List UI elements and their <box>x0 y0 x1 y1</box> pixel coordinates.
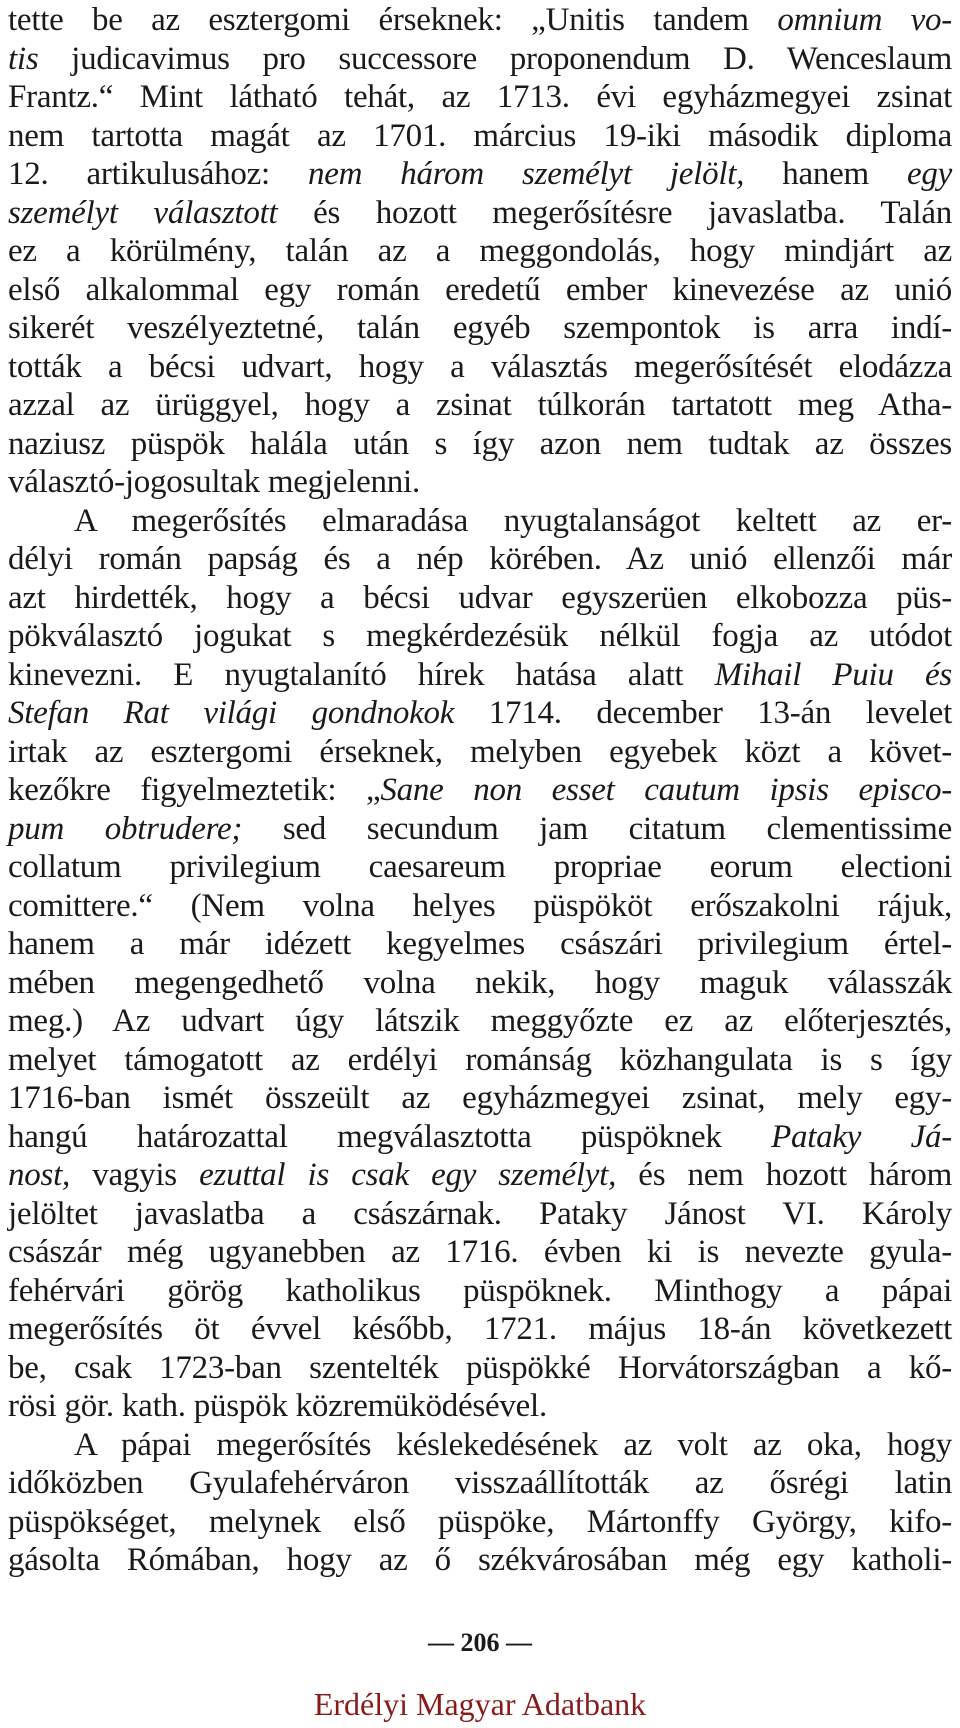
text-segment: gásolta Rómában, hogy az ő székvárosában még egy katholi- <box>8 1542 952 1578</box>
watermark: Erdélyi Magyar Adatbank <box>313 1686 647 1722</box>
text-segment: nem tartotta magát az 1701. március 19-iki második diploma <box>8 117 952 154</box>
text-line <box>8 1119 952 1155</box>
text-segment: azt hirdették, hogy a bécsi udvar egyszerüen elkobozza püs- <box>8 579 952 616</box>
text-line <box>8 580 952 616</box>
text-line <box>8 541 952 577</box>
italic-text: pum obtrudere; <box>8 810 243 847</box>
italic-text: Mihail Puiu és <box>714 656 952 693</box>
text-line <box>74 503 952 539</box>
text-segment: naziusz püspök halála után s így azon nem tudtak az összes <box>8 425 952 462</box>
text-segment: és nem hozott három <box>616 1157 952 1193</box>
text-segment: sed secundum jam citatum clementissime <box>242 810 952 847</box>
text-line <box>8 1504 952 1540</box>
text-line <box>8 387 952 423</box>
italic-text: ezuttal is csak egy személyt, <box>199 1157 617 1193</box>
text-line <box>8 1465 952 1501</box>
text-segment: jelöltet javaslatba a császárnak. Pataky Jánost VI. Károly <box>8 1195 952 1232</box>
text-line <box>8 464 952 500</box>
italic-text: Stefan Rat világi gondnokok <box>8 695 455 731</box>
text-segment: püspökséget, melynek első püspöke, Mártonffy György, kifo- <box>8 1503 952 1540</box>
text-segment: mében megengedhető volna nekik, hogy maguk válasszák <box>8 964 952 1001</box>
text-line <box>8 1003 952 1039</box>
text-segment: első alkalommal egy román eredetű ember kinevezése az unió <box>8 271 952 308</box>
text-line <box>8 1042 952 1078</box>
text-line <box>8 1388 952 1424</box>
italic-text: omnium vo- <box>777 2 952 38</box>
text-segment: collatum privilegium caesareum propriae eorum electioni <box>8 849 952 885</box>
text-segment: A pápai megerősítés késlekedésének az volt az oka, hogy <box>74 1426 952 1463</box>
text-segment: irtak az esztergomi érseknek, melyben egyebek közt a követ- <box>8 733 952 770</box>
italic-text: egy <box>906 156 952 192</box>
italic-text: tis <box>8 40 39 77</box>
text-segment: melyet támogatott az erdélyi románság közhangulata is s így <box>8 1041 952 1078</box>
text-segment: meg.) Az udvart úgy látszik meggyőzte ez az előterjesztés, <box>8 1003 952 1039</box>
text-segment: kinevezni. E nyugtalanító hírek hatása alatt <box>8 656 715 693</box>
text-line <box>8 734 952 770</box>
text-line <box>8 888 952 924</box>
text-line <box>8 657 952 693</box>
italic-text: nem három személyt jelölt, <box>308 156 745 192</box>
text-line <box>8 849 952 885</box>
text-line <box>8 426 952 462</box>
text-line <box>8 272 952 308</box>
text-segment: 1714. december 13-án levelet <box>454 695 953 731</box>
text-segment: vagyis <box>70 1157 200 1193</box>
text-segment: császár még ugyanebben az 1716. évben ki is nevezte gyula- <box>8 1234 952 1270</box>
italic-text: Sane non esset cautum ipsis episco- <box>380 772 952 808</box>
text-segment: tette be az esztergomi érseknek: „Unitis tandem <box>8 2 778 38</box>
text-line <box>8 926 952 962</box>
text-line <box>8 1542 952 1578</box>
text-line <box>8 2 952 38</box>
text-segment: hanem a már idézett kegyelmes császári privilegium értel- <box>8 926 952 962</box>
text-segment: pökválasztó jogukat s megkérdezésük nélkül fogja az utódot <box>8 618 952 654</box>
text-line <box>8 1196 952 1232</box>
text-line <box>8 310 952 346</box>
text-segment: A megerősítés elmaradása nyugtalanságot keltett az er- <box>74 502 952 539</box>
text-segment: sikerét veszélyeztetné, talán egyéb szempontok is arra indí- <box>8 310 952 346</box>
text-line <box>8 618 952 654</box>
text-line <box>8 965 952 1001</box>
text-line <box>8 811 952 847</box>
text-segment: be, csak 1723-ban szentelték püspökké Horvátországban a kő- <box>8 1349 952 1386</box>
text-line <box>8 1273 952 1309</box>
text-segment: hanem <box>744 156 907 192</box>
text-line <box>8 1311 952 1347</box>
text-line <box>8 79 952 115</box>
text-line <box>8 695 952 731</box>
text-line <box>8 41 952 77</box>
text-segment: megerősítés öt évvel később, 1721. május 18-án következett <box>8 1311 952 1347</box>
text-line <box>8 195 952 231</box>
text-segment: és hozott megerősítésre javaslatba. Talán <box>277 194 952 231</box>
text-segment: Frantz.“ Mint látható tehát, az 1713. évi egyházmegyei zsinat <box>8 79 952 115</box>
text-line <box>8 1350 952 1386</box>
italic-text: Pataky Já- <box>771 1118 952 1155</box>
text-line <box>8 156 952 192</box>
text-line <box>74 1427 952 1463</box>
text-line <box>8 233 952 269</box>
text-segment: azzal az ürüggyel, hogy a zsinat túlkorán tartatott meg Atha- <box>8 387 952 423</box>
text-segment: judicavimus pro successore proponendum D. Wenceslaum <box>38 40 952 77</box>
text-line <box>8 1157 952 1193</box>
text-segment: időközben Gyulafehérváron visszaállították az ősrégi latin <box>8 1465 952 1501</box>
text-segment: comittere.“ (Nem volna helyes püspököt erőszakolni rájuk, <box>8 887 952 924</box>
text-line <box>8 1234 952 1270</box>
text-line <box>8 772 952 808</box>
italic-text: nost, <box>8 1157 71 1193</box>
text-segment: kezőkre figyelmeztetik: „ <box>8 772 381 808</box>
text-segment: rösi gör. kath. püspök közremüködésével. <box>8 1388 547 1424</box>
italic-text: személyt választott <box>8 194 278 231</box>
text-line <box>8 349 952 385</box>
text-segment: 12. artikulusához: <box>8 156 309 192</box>
page-number: — 206 — <box>428 1628 532 1657</box>
text-line <box>8 118 952 154</box>
text-segment: hangú határozattal megválasztotta püspöknek <box>8 1118 772 1155</box>
text-segment: 1716-ban ismét összeült az egyházmegyei zsinat, mely egy- <box>8 1080 952 1116</box>
text-segment: fehérvári görög katholikus püspöknek. Minthogy a pápai <box>8 1272 952 1309</box>
text-segment: délyi román papság és a nép körében. Az unió ellenzői már <box>8 541 952 577</box>
text-segment: tották a bécsi udvart, hogy a választás megerősítését elodázza <box>8 348 952 385</box>
text-line <box>8 1080 952 1116</box>
text-segment: ez a körülmény, talán az a meggondolás, hogy mindjárt az <box>8 233 952 269</box>
text-segment: választó-jogosultak megjelenni. <box>8 464 420 500</box>
